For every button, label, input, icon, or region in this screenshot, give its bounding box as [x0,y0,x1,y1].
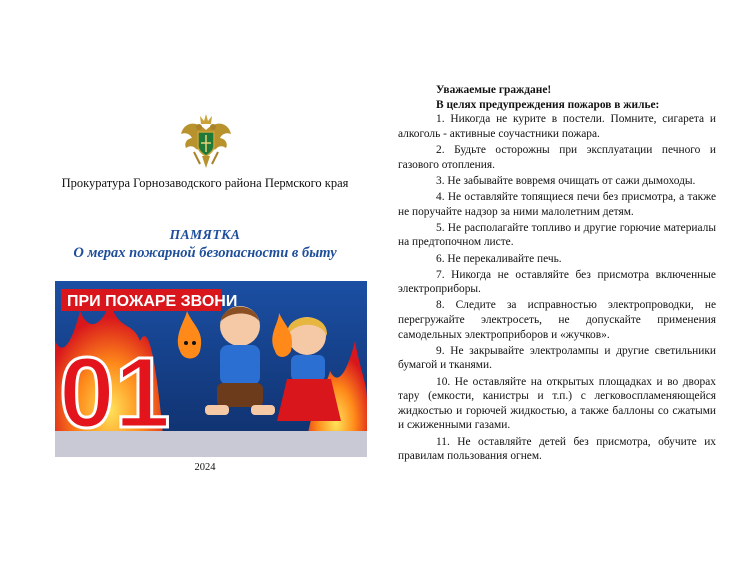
emergency-number: 01 [59,337,171,449]
prosecutor-emblem [178,112,234,174]
memo-content [398,83,716,465]
rule-item: 3. Не забывайте вовремя очищать от сажи дымоходы. [436,174,696,187]
fire-safety-poster [55,281,367,457]
rule-item: 8. Следите за исправностью электропроводки, не перегружайте электросеть, не допускайте применения самодельных электроприборов и «жучков». [398,299,716,341]
banner-text: ПРИ ПОЖАРЕ ЗВОНИ [67,293,238,310]
year: 2024 [194,462,216,473]
rule-item: 4. Не оставляйте топящиеся печи без присмотра, а также не поручайте надзор за ними малолетним детям. [398,190,716,218]
rule-item: 6. Не перекаливайте печь. [436,252,562,265]
intro: В целях предупреждения пожаров в жилье: [436,98,660,111]
rule-item: 11. Не оставляйте детей без присмотра, обучите их правилам пользования огнем. [398,435,716,463]
memo-title: ПАМЯТКА [169,227,241,242]
organization-name: Прокуратура Горнозаводского района Пермского края [61,176,349,190]
rule-item: 2. Будьте осторожны при эксплуатации печного и газового отопления. [398,143,716,171]
rule-item: 9. Не закрывайте электролампы и другие светильники бумагой и тканями. [398,344,716,372]
rule-item: 7. Никогда не оставляйте без присмотра включенные электроприборы. [398,268,716,296]
greeting: Уважаемые граждане! [436,84,552,96]
memo-subtitle: О мерах пожарной безопасности в быту [73,245,337,261]
rule-item: 1. Никогда не курите в постели. Помните, сигарета и алкоголь - активные соучастники пожара. [398,113,716,140]
rule-item: 5. Не располагайте топливо и другие горючие материалы на предтопочном листе. [398,221,716,249]
rule-item: 10. Не оставляйте на открытых площадках и во дворах тару (емкости, канистры и т.п.) с легковоспламеняющейся жидкостью и горючей жидкостью, а также баллоны со сжатыми и сжиженными газами. [398,375,716,432]
